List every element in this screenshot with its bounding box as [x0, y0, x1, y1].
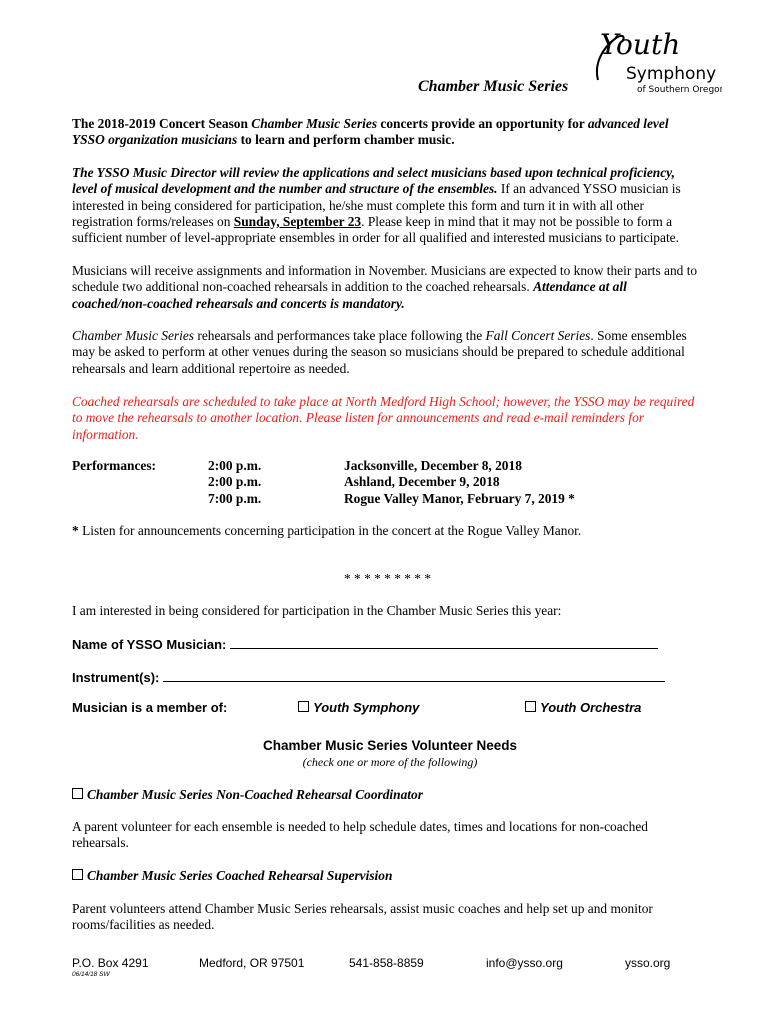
logo-graphic [592, 28, 722, 98]
youth-orchestra-label: Youth Orchestra [540, 700, 642, 715]
volunteer-role-2[interactable] [72, 868, 392, 884]
footer-website[interactable]: ysso.org [625, 956, 671, 970]
rehearsals-series-name: Chamber Music Series [72, 328, 194, 343]
footnote-asterisk: * [72, 523, 79, 538]
performance-venue-1: Jacksonville, December 8, 2018 [344, 458, 522, 473]
performance-venue-2: Ashland, December 9, 2018 [344, 474, 500, 490]
footer-phone: 541-858-8859 [349, 956, 424, 970]
intro-eligibility: advanced level YSSO organization musicians [72, 116, 669, 148]
ysso-logo [592, 28, 722, 98]
attendance-requirement: Attendance at all coached/non-coached rehearsals and concerts is mandatory. [72, 279, 627, 311]
intro-paragraph [72, 116, 702, 149]
performance-venue-3: Rogue Valley Manor, February 7, 2019 * [344, 490, 575, 506]
volunteer-heading: Chamber Music Series Volunteer Needs [262, 738, 518, 753]
rehearsals-text-2: . Some ensembles may be asked to perform at other venues during the season so musicians should be prepared to schedule additional rehearsals and learn additional repertoire as needed. [72, 328, 687, 376]
registration-deadline: Sunday, September 23 [233, 213, 362, 229]
role-2-description: Parent volunteers attend Chamber Music Series rehearsals, assist music coaches and help set up and monitor rooms/facilities as needed. [72, 901, 653, 933]
rehearsals-paragraph [72, 328, 702, 377]
intro-text-1: The 2018-2019 Concert Season [72, 116, 248, 131]
selection-paragraph [72, 165, 702, 246]
selection-text-2: . Please keep in mind that it may not be possible to form a sufficient number of level-appropriate ensembles in order for all qualified and interested musicians to participate. [72, 213, 679, 246]
instrument-field-label: Instrument(s): [72, 670, 160, 685]
page-title: Chamber Music Series [418, 78, 569, 95]
intro-text-2: concerts provide an opportunity for [380, 116, 585, 131]
logo-text-youth: Youth [600, 28, 681, 61]
role-1-description: A parent volunteer for each ensemble is needed to help schedule dates, times and locations for non-coached rehearsals. [72, 819, 648, 851]
membership-label: Musician is a member of: [72, 700, 228, 715]
footer-city: Medford, OR 97501 [199, 956, 305, 970]
selection-criteria: The YSSO Music Director will review the applications and select musicians based upon technical proficiency, level of musical development and the number and structure of the ensembles. [72, 165, 675, 197]
performances-label: Performances: [72, 458, 157, 473]
name-field-label: Name of YSSO Musician: [72, 637, 227, 652]
assignments-paragraph [72, 263, 702, 312]
name-field-row [72, 636, 658, 652]
youth-orchestra-option[interactable] [525, 700, 641, 715]
instrument-field-row [72, 669, 665, 685]
role-2-checkbox[interactable] [72, 869, 83, 880]
volunteer-subheading: (check one or more of the following) [302, 755, 478, 769]
performance-time-3: 7:00 p.m. [208, 490, 262, 506]
logo-text-region: of Southern Oregon [637, 85, 722, 95]
name-field[interactable] [230, 636, 658, 649]
footnote-text: Listen for announcements concerning participation in the concert at the Rogue Valley Manor. [82, 523, 582, 538]
selection-text-1: If an advanced YSSO musician is interested in being considered for participation, he/she must complete this form and turn it in with all other registration forms/releases on [72, 181, 681, 229]
instrument-field[interactable] [163, 669, 665, 682]
rehearsals-text-1: rehearsals and performances take place following the [197, 328, 483, 343]
youth-orchestra-checkbox[interactable] [525, 701, 536, 712]
document-code: 06/14/18 SW [72, 971, 110, 978]
footer-email[interactable]: info@ysso.org [486, 956, 563, 970]
performance-time-2: 2:00 p.m. [208, 474, 262, 490]
manor-footnote [72, 523, 702, 539]
role-1-checkbox[interactable] [72, 788, 83, 799]
logo-text-symphony: Symphony [626, 64, 717, 84]
youth-symphony-checkbox[interactable] [298, 701, 309, 712]
footer-po-box: P.O. Box 4291 [72, 956, 149, 970]
youth-symphony-option[interactable] [298, 700, 419, 715]
intro-series-name: Chamber Music Series [251, 116, 378, 131]
volunteer-role-1[interactable] [72, 787, 423, 803]
role-1-label: Chamber Music Series Non-Coached Rehearsal Coordinator [87, 787, 423, 802]
location-notice: Coached rehearsals are scheduled to take place at North Medford High School; however, the YSSO may be required to move the rehearsals to another location. Please listen for announcements and read e-mail reminders for information. [72, 394, 695, 442]
performance-time-1: 2:00 p.m. [208, 458, 262, 473]
fall-concert-series: Fall Concert Series [485, 328, 591, 343]
role-2-label: Chamber Music Series Coached Rehearsal Supervision [87, 868, 393, 883]
interest-statement: I am interested in being considered for participation in the Chamber Music Series this year: [72, 603, 562, 618]
section-separator: * * * * * * * * * [344, 571, 432, 586]
youth-symphony-label: Youth Symphony [313, 700, 420, 715]
intro-text-3: to learn and perform chamber music. [240, 132, 455, 148]
assignments-text: Musicians will receive assignments and information in November. Musicians are expected to know their parts and to schedule two additional non-coached rehearsals in addition to the coached rehearsals. [72, 263, 698, 295]
